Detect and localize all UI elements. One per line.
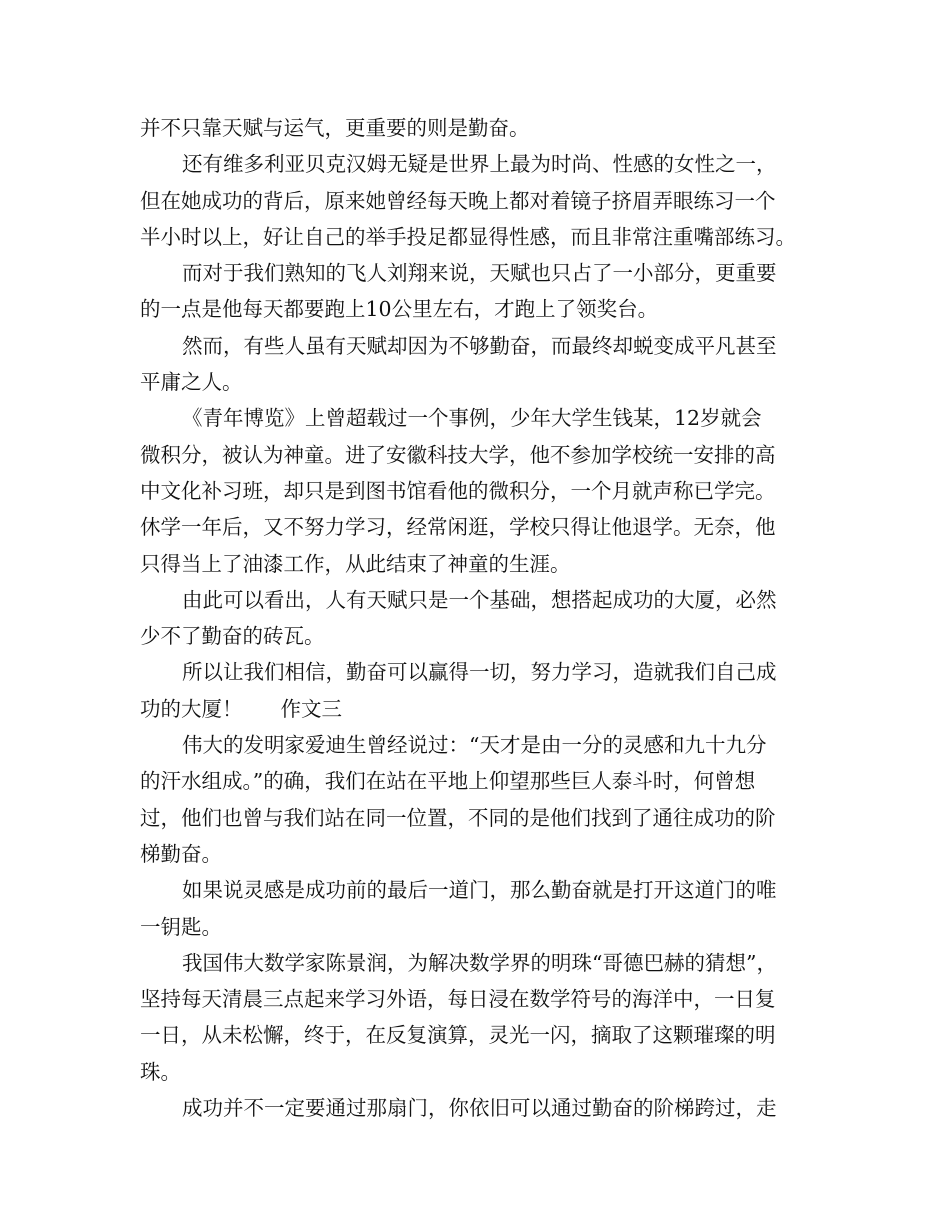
text-line	[140, 691, 820, 727]
paragraph-start-line: 由此可以看出，人有天赋只是一个基础，想搭起成功的大厦，必然	[182, 587, 777, 612]
text-line: 但在她成功的背后，原来她曾经每天晚上都对着镜子挤眉弄眼练习一个	[140, 188, 776, 213]
text-line: 坚持每天清晨三点起来学习外语，每日浸在数学符号的海洋中，一日复	[140, 987, 776, 1012]
paragraph-start-line: 而对于我们熟知的飞人刘翔来说，天赋也只占了一小部分，更重要	[182, 261, 777, 286]
closing-text: 功的大厦！	[140, 696, 243, 721]
paragraph-start-line: 如果说灵感是成功前的最后一道门，那么勤奋就是打开这道门的唯	[182, 878, 777, 903]
text-line: 过，他们也曾与我们站在同一位置，不同的是他们找到了通往成功的阶	[140, 805, 776, 830]
text-line: 微积分，被认为神童。进了安徽科技大学，他不参加学校统一安排的高	[140, 442, 776, 467]
paragraph-start-line: 还有维多利亚贝克汉姆无疑是世界上最为时尚、性感的女性之一，	[182, 152, 777, 177]
paragraph-start-line: 所以让我们相信，勤奋可以赢得一切，努力学习，造就我们自己成	[182, 660, 777, 685]
text-line: 一日，从未松懈，终于，在反复演算，灵光一闪，摘取了这颗璀璨的明	[140, 1023, 776, 1048]
text-line: 并不只靠天赋与运气，更重要的则是勤奋。	[140, 116, 530, 140]
text-line: 中文化补习班，却只是到图书馆看他的微积分，一个月就声称已学完。	[140, 478, 776, 503]
text-line: 少不了勤奋的砖瓦。	[140, 624, 325, 649]
text-line: 平庸之人。	[140, 370, 243, 395]
section-heading: 作文三	[280, 696, 342, 721]
text-line: 梯勤奋。	[140, 841, 222, 866]
paragraph-start-line: 我国伟大数学家陈景润，为解决数学界的明珠“哥德巴赫的猜想”，	[182, 950, 777, 975]
text-line: 的汗水组成。”的确，我们在站在平地上仰望那些巨人泰斗时，何曾想	[140, 769, 756, 794]
text-line: 休学一年后，又不努力学习，经常闲逛，学校只得让他退学。无奈，他	[140, 515, 776, 540]
text-line: 珠。	[140, 1059, 181, 1084]
body-text	[140, 110, 820, 1126]
text-line: 半小时以上，好让自己的举手投足都显得性感，而且非常注重嘴部练习。	[140, 224, 796, 249]
text-line: 只得当上了油漆工作，从此结束了神童的生涯。	[140, 551, 571, 576]
paragraph-start-line: 伟大的发明家爱迪生曾经说过：“天才是由一分的灵感和九十九分	[182, 733, 767, 758]
text-line: 的一点是他每天都要跑上10公里左右，才跑上了领奖台。	[140, 297, 659, 322]
paragraph-start-line: 《青年博览》上曾超载过一个事例，少年大学生钱某，12岁就会	[182, 406, 762, 431]
paragraph-start-line: 成功并不一定要通过那扇门，你依旧可以通过勤奋的阶梯跨过，走	[182, 1096, 777, 1121]
paragraph-start-line: 然而，有些人虽有天赋却因为不够勤奋，而最终却蜕变成平凡甚至	[182, 333, 777, 358]
text-line: 一钥匙。	[140, 914, 222, 939]
